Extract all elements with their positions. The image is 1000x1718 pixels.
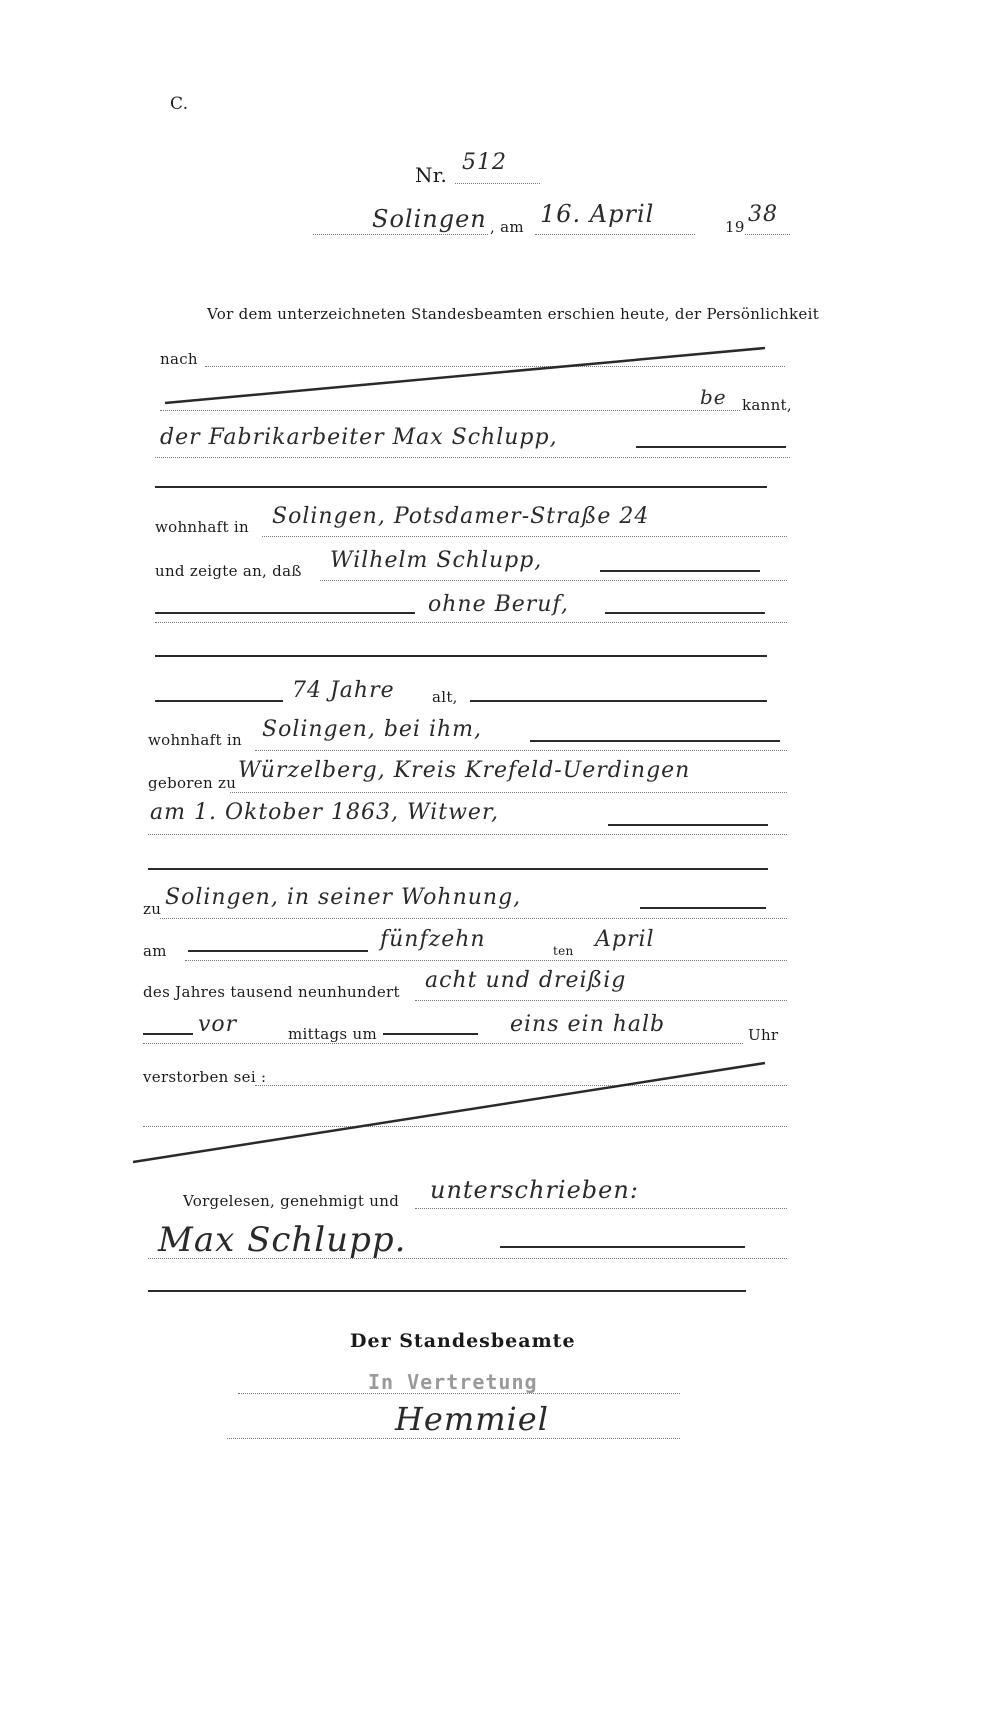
registrar-title: Der Standesbeamte bbox=[350, 1330, 576, 1352]
kannt-label: kannt, bbox=[742, 396, 792, 414]
wohnhaft2-label: wohnhaft in bbox=[148, 731, 242, 749]
vorgelesen-label: Vorgelesen, genehmigt und bbox=[183, 1192, 400, 1210]
uhr-label: Uhr bbox=[748, 1026, 779, 1044]
verstorben-label: verstorben sei : bbox=[143, 1068, 267, 1086]
nach-label: nach bbox=[160, 350, 198, 368]
birthdate: am 1. Oktober 1863, Witwer, bbox=[150, 800, 500, 825]
jahres-label: des Jahres tausend neunhundert bbox=[143, 983, 400, 1001]
year-suffix: 38 bbox=[748, 202, 778, 227]
zu-label: zu bbox=[143, 900, 162, 918]
year-prefix: 19 bbox=[725, 218, 745, 236]
death-day: fünfzehn bbox=[380, 927, 486, 952]
intro-text: Vor dem unterzeichneten Standesbeamten erschien heute, der Persönlichkeit bbox=[207, 305, 820, 323]
birthplace: Würzelberg, Kreis Krefeld-Uerdingen bbox=[238, 758, 691, 783]
form-letter: C. bbox=[170, 94, 189, 114]
age: 74 Jahre bbox=[292, 678, 395, 703]
mittags-label: mittags um bbox=[288, 1025, 377, 1043]
ten-label: ten bbox=[553, 944, 574, 958]
wohnhaft-label: wohnhaft in bbox=[155, 518, 249, 536]
be-hand: be bbox=[700, 385, 727, 409]
strike-line-nach bbox=[165, 348, 765, 403]
record-place: Solingen bbox=[372, 205, 487, 233]
alt-label: alt, bbox=[432, 688, 458, 706]
am-label: , am bbox=[490, 218, 524, 236]
am2-label: am bbox=[143, 942, 167, 960]
record-date: 16. April bbox=[540, 200, 655, 228]
nr-label: Nr. bbox=[415, 163, 448, 187]
registrar-signature: Hemmiel bbox=[395, 1400, 549, 1438]
strike-line-verstorben bbox=[133, 1063, 765, 1162]
occupation: ohne Beruf, bbox=[428, 592, 569, 617]
death-month: April bbox=[595, 927, 655, 952]
geboren-label: geboren zu bbox=[148, 774, 237, 792]
informant-name: der Fabrikarbeiter Max Schlupp, bbox=[160, 425, 558, 450]
death-place: Solingen, in seiner Wohnung, bbox=[165, 885, 522, 910]
deceased-name: Wilhelm Schlupp, bbox=[330, 548, 543, 573]
official-stamp: In Vertretung bbox=[368, 1370, 538, 1394]
zeigte-label: und zeigte an, daß bbox=[155, 562, 302, 580]
informant-address: Solingen, Potsdamer-Straße 24 bbox=[272, 504, 650, 529]
death-year-words: acht und dreißig bbox=[425, 968, 627, 993]
death-time: eins ein halb bbox=[510, 1012, 666, 1037]
unterschrieben: unterschrieben: bbox=[430, 1176, 639, 1204]
deceased-address: Solingen, bei ihm, bbox=[262, 717, 483, 742]
nr-value: 512 bbox=[462, 150, 507, 175]
informant-signature: Max Schlupp. bbox=[158, 1220, 407, 1260]
vor-hand: vor bbox=[198, 1012, 238, 1037]
